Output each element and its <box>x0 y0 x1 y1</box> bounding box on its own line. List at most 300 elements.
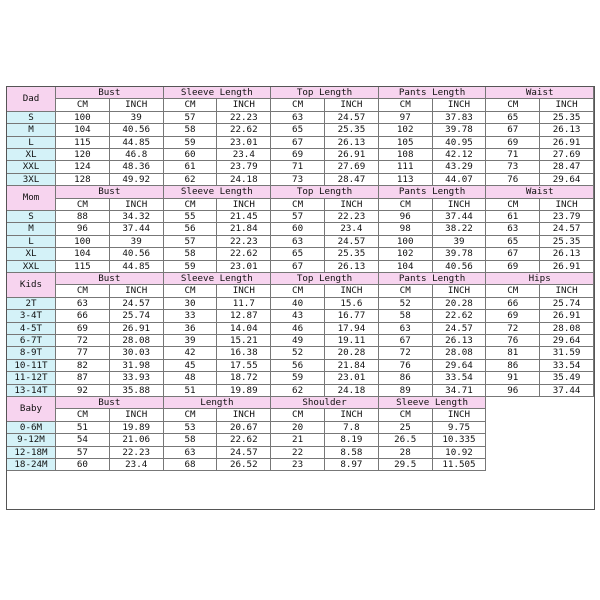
measure-value: 73 <box>486 161 540 173</box>
measure-value: 102 <box>379 248 433 260</box>
measure-value: 115 <box>56 261 110 273</box>
measure-header: Bust <box>56 186 164 198</box>
measure-value: 21 <box>271 434 325 446</box>
measure-value: 39 <box>433 236 487 248</box>
measure-value: 30 <box>164 298 218 310</box>
measure-header: Waist <box>486 87 594 99</box>
measure-value: 23.4 <box>325 223 379 235</box>
measure-value: 24.57 <box>433 323 487 335</box>
measure-value: 33.93 <box>110 372 164 384</box>
measure-value: 15.21 <box>217 335 271 347</box>
measure-value: 15.6 <box>325 298 379 310</box>
size-row <box>7 422 594 434</box>
size-row <box>7 372 594 384</box>
empty-cell <box>486 422 540 434</box>
measure-value: 16.38 <box>217 347 271 359</box>
measure-value: 26.91 <box>110 323 164 335</box>
measure-value: 69 <box>486 310 540 322</box>
measure-header: Top Length <box>271 273 379 285</box>
size-row <box>7 310 594 322</box>
measure-header: Shoulder <box>271 397 379 409</box>
measure-value: 51 <box>164 385 218 397</box>
category-label: Kids <box>7 273 56 298</box>
measure-value: 104 <box>56 248 110 260</box>
measure-value: 58 <box>164 124 218 136</box>
unit-cm: CM <box>379 409 433 421</box>
measure-value: 39.78 <box>433 248 487 260</box>
measure-header: Pants Length <box>379 273 487 285</box>
unit-inch: INCH <box>110 199 164 211</box>
unit-inch: INCH <box>110 285 164 297</box>
size-row <box>7 248 594 260</box>
measure-value: 21.45 <box>217 211 271 223</box>
unit-header-row <box>7 285 594 297</box>
size-label: S <box>7 112 56 124</box>
measure-value: 65 <box>486 236 540 248</box>
measure-value: 42.12 <box>433 149 487 161</box>
empty-cell <box>486 459 540 471</box>
measure-value: 33.54 <box>433 372 487 384</box>
measure-value: 43 <box>271 310 325 322</box>
size-label: 9-12M <box>7 434 56 446</box>
unit-inch: INCH <box>540 99 594 111</box>
measure-value: 24.57 <box>325 236 379 248</box>
size-label: XXL <box>7 161 56 173</box>
measure-value: 60 <box>164 149 218 161</box>
size-row <box>7 360 594 372</box>
measure-value: 29.5 <box>379 459 433 471</box>
measure-value: 20 <box>271 422 325 434</box>
size-label: 13-14T <box>7 385 56 397</box>
measure-header: Hips <box>486 273 594 285</box>
measure-value: 27.69 <box>540 149 594 161</box>
measure-value: 24.18 <box>325 385 379 397</box>
measure-value: 26.13 <box>540 124 594 136</box>
measure-value: 98 <box>379 223 433 235</box>
measure-value: 100 <box>379 236 433 248</box>
size-row <box>7 261 594 273</box>
measure-value: 40 <box>271 298 325 310</box>
category-label: Mom <box>7 186 56 211</box>
measure-value: 97 <box>379 112 433 124</box>
measure-value: 39 <box>164 335 218 347</box>
size-label: 8-9T <box>7 347 56 359</box>
measure-value: 25 <box>379 422 433 434</box>
measure-value: 66 <box>56 310 110 322</box>
unit-cm: CM <box>164 285 218 297</box>
measure-value: 56 <box>164 223 218 235</box>
measure-value: 28 <box>379 447 433 459</box>
unit-header-row <box>7 199 594 211</box>
measure-value: 88 <box>56 211 110 223</box>
measure-value: 8.97 <box>325 459 379 471</box>
size-label: M <box>7 124 56 136</box>
measure-value: 63 <box>379 323 433 335</box>
measure-value: 73 <box>271 174 325 186</box>
measure-value: 60 <box>56 459 110 471</box>
measure-value: 55 <box>164 211 218 223</box>
measure-value: 24.57 <box>540 223 594 235</box>
measure-value: 100 <box>56 112 110 124</box>
measure-value: 102 <box>379 124 433 136</box>
measure-header: Bust <box>56 397 164 409</box>
measure-value: 26.91 <box>540 261 594 273</box>
empty-cell <box>486 409 594 421</box>
empty-cell <box>486 397 594 409</box>
unit-cm: CM <box>164 99 218 111</box>
unit-inch: INCH <box>217 285 271 297</box>
size-row <box>7 236 594 248</box>
unit-inch: INCH <box>325 285 379 297</box>
measure-value: 44.85 <box>110 137 164 149</box>
measure-value: 59 <box>164 137 218 149</box>
measure-value: 23 <box>271 459 325 471</box>
unit-cm: CM <box>379 99 433 111</box>
measure-value: 62 <box>271 385 325 397</box>
measure-value: 17.94 <box>325 323 379 335</box>
measure-value: 33.54 <box>540 360 594 372</box>
size-row <box>7 447 594 459</box>
unit-inch: INCH <box>325 99 379 111</box>
measure-value: 59 <box>271 372 325 384</box>
size-label: 4-5T <box>7 323 56 335</box>
size-label: 3-4T <box>7 310 56 322</box>
measure-value: 72 <box>56 335 110 347</box>
unit-cm: CM <box>271 99 325 111</box>
size-label: 11-12T <box>7 372 56 384</box>
unit-inch: INCH <box>110 99 164 111</box>
size-chart-table <box>6 86 595 510</box>
measure-value: 24.57 <box>325 112 379 124</box>
measure-value: 65 <box>271 124 325 136</box>
measure-value: 25.74 <box>540 298 594 310</box>
measure-value: 52 <box>271 347 325 359</box>
measure-value: 37.44 <box>540 385 594 397</box>
size-row <box>7 161 594 173</box>
measure-value: 23.01 <box>325 372 379 384</box>
measure-value: 66 <box>486 298 540 310</box>
measure-value: 44.85 <box>110 261 164 273</box>
unit-cm: CM <box>271 285 325 297</box>
measure-value: 63 <box>56 298 110 310</box>
unit-cm: CM <box>164 199 218 211</box>
measure-header: Sleeve Length <box>164 273 272 285</box>
measure-value: 29.64 <box>540 335 594 347</box>
measure-value: 28.08 <box>110 335 164 347</box>
unit-inch: INCH <box>217 99 271 111</box>
measure-value: 28.47 <box>325 174 379 186</box>
measure-value: 22 <box>271 447 325 459</box>
measure-value: 24.18 <box>217 174 271 186</box>
size-label: L <box>7 236 56 248</box>
measure-value: 48 <box>164 372 218 384</box>
measure-value: 10.335 <box>433 434 487 446</box>
section-header-row <box>7 397 594 414</box>
measure-value: 26.52 <box>217 459 271 471</box>
measure-value: 21.06 <box>110 434 164 446</box>
unit-cm: CM <box>379 199 433 211</box>
measure-value: 69 <box>271 149 325 161</box>
size-label: 6-7T <box>7 335 56 347</box>
unit-cm: CM <box>164 409 218 421</box>
measure-value: 25.35 <box>540 112 594 124</box>
measure-value: 19.89 <box>217 385 271 397</box>
measure-value: 25.35 <box>325 124 379 136</box>
measure-header: Sleeve Length <box>379 397 487 409</box>
unit-cm: CM <box>56 285 110 297</box>
measure-value: 124 <box>56 161 110 173</box>
measure-value: 86 <box>379 372 433 384</box>
measure-value: 22.62 <box>433 310 487 322</box>
size-row <box>7 211 594 223</box>
measure-value: 26.91 <box>540 310 594 322</box>
unit-cm: CM <box>486 99 540 111</box>
measure-value: 67 <box>486 124 540 136</box>
measure-value: 23.79 <box>217 161 271 173</box>
measure-value: 67 <box>379 335 433 347</box>
measure-value: 63 <box>271 112 325 124</box>
measure-value: 35.49 <box>540 372 594 384</box>
measure-value: 61 <box>486 211 540 223</box>
measure-value: 76 <box>486 335 540 347</box>
size-row <box>7 174 594 186</box>
measure-value: 120 <box>56 149 110 161</box>
size-label: 18-24M <box>7 459 56 471</box>
measure-value: 22.62 <box>217 248 271 260</box>
size-row <box>7 124 594 136</box>
unit-header-row <box>7 409 594 421</box>
unit-cm: CM <box>486 285 540 297</box>
empty-cell <box>540 447 594 459</box>
measure-value: 81 <box>486 347 540 359</box>
empty-cell <box>540 422 594 434</box>
measure-value: 27.69 <box>325 161 379 173</box>
measure-value: 28.08 <box>433 347 487 359</box>
measure-value: 22.23 <box>217 236 271 248</box>
measure-value: 63 <box>486 223 540 235</box>
measure-value: 72 <box>379 347 433 359</box>
measure-value: 38.22 <box>433 223 487 235</box>
measure-value: 20.28 <box>325 347 379 359</box>
empty-cell <box>486 434 540 446</box>
unit-cm: CM <box>56 409 110 421</box>
measure-value: 76 <box>486 174 540 186</box>
measure-value: 25.35 <box>325 248 379 260</box>
empty-cell <box>486 447 540 459</box>
category-label: Baby <box>7 397 56 422</box>
measure-value: 72 <box>486 323 540 335</box>
measure-value: 40.56 <box>110 248 164 260</box>
measure-value: 48.36 <box>110 161 164 173</box>
measure-value: 35.88 <box>110 385 164 397</box>
measure-value: 92 <box>56 385 110 397</box>
measure-value: 49 <box>271 335 325 347</box>
size-label: L <box>7 137 56 149</box>
measure-value: 65 <box>271 248 325 260</box>
unit-inch: INCH <box>217 199 271 211</box>
measure-value: 69 <box>56 323 110 335</box>
measure-value: 63 <box>271 236 325 248</box>
size-label: 10-11T <box>7 360 56 372</box>
measure-value: 45 <box>164 360 218 372</box>
measure-value: 96 <box>486 385 540 397</box>
measure-value: 26.91 <box>325 149 379 161</box>
measure-value: 60 <box>271 223 325 235</box>
unit-inch: INCH <box>433 409 487 421</box>
measure-value: 111 <box>379 161 433 173</box>
measure-value: 57 <box>271 211 325 223</box>
measure-value: 22.23 <box>217 112 271 124</box>
measure-value: 104 <box>56 124 110 136</box>
measure-value: 40.56 <box>110 124 164 136</box>
measure-value: 69 <box>486 261 540 273</box>
size-row <box>7 459 594 471</box>
measure-header: Waist <box>486 186 594 198</box>
unit-inch: INCH <box>110 409 164 421</box>
measure-value: 58 <box>164 434 218 446</box>
measure-value: 30.03 <box>110 347 164 359</box>
size-row <box>7 434 594 446</box>
measure-value: 67 <box>271 137 325 149</box>
unit-inch: INCH <box>540 199 594 211</box>
measure-value: 23.79 <box>540 211 594 223</box>
measure-value: 56 <box>271 360 325 372</box>
size-label: XL <box>7 149 56 161</box>
measure-value: 18.72 <box>217 372 271 384</box>
measure-value: 108 <box>379 149 433 161</box>
measure-header: Sleeve Length <box>164 186 272 198</box>
unit-cm: CM <box>379 285 433 297</box>
measure-value: 49.92 <box>110 174 164 186</box>
size-row <box>7 335 594 347</box>
unit-cm: CM <box>271 409 325 421</box>
measure-header: Top Length <box>271 186 379 198</box>
measure-value: 54 <box>56 434 110 446</box>
measure-value: 44.07 <box>433 174 487 186</box>
unit-cm: CM <box>271 199 325 211</box>
size-label: 0-6M <box>7 422 56 434</box>
empty-cell <box>540 434 594 446</box>
size-row <box>7 347 594 359</box>
measure-value: 11.505 <box>433 459 487 471</box>
unit-inch: INCH <box>325 409 379 421</box>
measure-value: 8.19 <box>325 434 379 446</box>
unit-inch: INCH <box>540 285 594 297</box>
measure-value: 34.71 <box>433 385 487 397</box>
measure-value: 105 <box>379 137 433 149</box>
size-label: XL <box>7 248 56 260</box>
measure-value: 20.28 <box>433 298 487 310</box>
measure-value: 26.5 <box>379 434 433 446</box>
size-row <box>7 149 594 161</box>
measure-value: 76 <box>379 360 433 372</box>
section-header-row <box>7 273 594 290</box>
measure-value: 128 <box>56 174 110 186</box>
measure-header: Pants Length <box>379 87 487 99</box>
measure-value: 43.29 <box>433 161 487 173</box>
measure-value: 69 <box>486 137 540 149</box>
measure-value: 61 <box>164 161 218 173</box>
measure-value: 86 <box>486 360 540 372</box>
measure-value: 89 <box>379 385 433 397</box>
measure-value: 58 <box>164 248 218 260</box>
size-row <box>7 112 594 124</box>
size-row <box>7 137 594 149</box>
measure-value: 14.04 <box>217 323 271 335</box>
unit-inch: INCH <box>217 409 271 421</box>
measure-value: 63 <box>164 447 218 459</box>
measure-value: 39.78 <box>433 124 487 136</box>
measure-value: 62 <box>164 174 218 186</box>
measure-value: 46.8 <box>110 149 164 161</box>
measure-value: 23.01 <box>217 261 271 273</box>
measure-value: 36 <box>164 323 218 335</box>
measure-value: 57 <box>164 112 218 124</box>
size-label: XXL <box>7 261 56 273</box>
measure-value: 23.01 <box>217 137 271 149</box>
measure-header: Pants Length <box>379 186 487 198</box>
measure-value: 22.62 <box>217 124 271 136</box>
measure-value: 26.91 <box>540 137 594 149</box>
measure-header: Sleeve Length <box>164 87 272 99</box>
measure-value: 71 <box>486 149 540 161</box>
size-label: S <box>7 211 56 223</box>
measure-value: 96 <box>56 223 110 235</box>
measure-value: 8.58 <box>325 447 379 459</box>
unit-inch: INCH <box>433 99 487 111</box>
measure-value: 31.98 <box>110 360 164 372</box>
measure-value: 24.57 <box>110 298 164 310</box>
measure-value: 22.62 <box>217 434 271 446</box>
measure-value: 21.84 <box>325 360 379 372</box>
measure-value: 26.13 <box>325 261 379 273</box>
measure-value: 19.11 <box>325 335 379 347</box>
measure-value: 26.13 <box>433 335 487 347</box>
measure-value: 52 <box>379 298 433 310</box>
measure-value: 31.59 <box>540 347 594 359</box>
unit-inch: INCH <box>433 199 487 211</box>
measure-header: Bust <box>56 87 164 99</box>
measure-value: 39 <box>110 236 164 248</box>
size-row <box>7 323 594 335</box>
measure-value: 37.44 <box>433 211 487 223</box>
measure-value: 7.8 <box>325 422 379 434</box>
measure-value: 28.47 <box>540 161 594 173</box>
measure-value: 25.35 <box>540 236 594 248</box>
category-label: Dad <box>7 87 56 112</box>
size-row <box>7 385 594 397</box>
measure-value: 82 <box>56 360 110 372</box>
measure-value: 37.44 <box>110 223 164 235</box>
size-label: 3XL <box>7 174 56 186</box>
size-label: M <box>7 223 56 235</box>
measure-value: 28.08 <box>540 323 594 335</box>
measure-value: 10.92 <box>433 447 487 459</box>
size-label: 2T <box>7 298 56 310</box>
measure-value: 11.7 <box>217 298 271 310</box>
measure-value: 113 <box>379 174 433 186</box>
size-row <box>7 223 594 235</box>
measure-value: 65 <box>486 112 540 124</box>
empty-cell <box>540 459 594 471</box>
measure-header: Length <box>164 397 272 409</box>
unit-cm: CM <box>56 99 110 111</box>
measure-value: 26.13 <box>540 248 594 260</box>
measure-value: 23.4 <box>217 149 271 161</box>
measure-value: 29.64 <box>433 360 487 372</box>
measure-value: 42 <box>164 347 218 359</box>
measure-value: 21.84 <box>217 223 271 235</box>
